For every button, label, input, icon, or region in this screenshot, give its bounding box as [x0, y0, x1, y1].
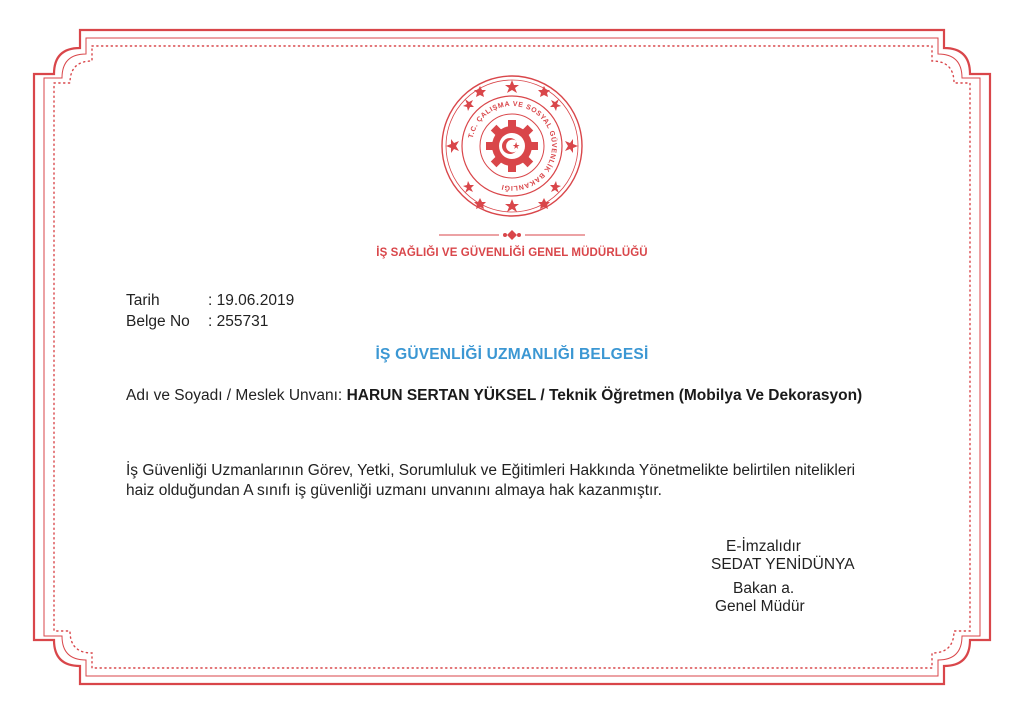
signatory-on-behalf: Bakan a. [733, 580, 795, 597]
document-title: İŞ GÜVENLİĞİ UZMANLIĞI BELGESİ [375, 346, 649, 363]
svg-text:T.C. ÇALIŞMA VE SOSYAL GÜVENLİ: T.C. ÇALIŞMA VE SOSYAL GÜVENLİK BAKANLIĞI [467, 100, 558, 192]
signatory-position: Genel Müdür [715, 598, 805, 615]
document-number-value: : 255731 [208, 313, 269, 330]
signatory-name: SEDAT YENİDÜNYA [711, 556, 855, 573]
e-signature-note: E-İmzalıdır [726, 538, 801, 555]
holder-name: HARUN SERTAN YÜKSEL / Teknik Öğretmen (Mobilya Ve Dekorasyon) [346, 387, 863, 404]
certificate-statement: İş Güvenliği Uzmanlarının Görev, Yetki, Sorumluluk ve Eğitimleri Hakkında Yönetmelikte belirtilen nitelikleri haiz olduğundan A sınıfı iş güvenliği uzmanı unvanını almaya hak kazanmıştır. [126, 462, 856, 499]
holder-line [126, 386, 916, 406]
directorate-title: İŞ SAĞLIĞI VE GÜVENLİĞİ GENEL MÜDÜRLÜĞÜ [376, 247, 648, 259]
document-number-row [126, 313, 268, 331]
ministry-seal-icon [440, 74, 584, 218]
document-number-label: Belge No [126, 313, 190, 330]
ornament-divider [439, 228, 585, 242]
date-row [126, 292, 294, 310]
date-value: : 19.06.2019 [208, 292, 295, 309]
holder-label: Adı ve Soyadı / Meslek Unvanı: [126, 387, 343, 404]
date-label: Tarih [126, 292, 160, 309]
